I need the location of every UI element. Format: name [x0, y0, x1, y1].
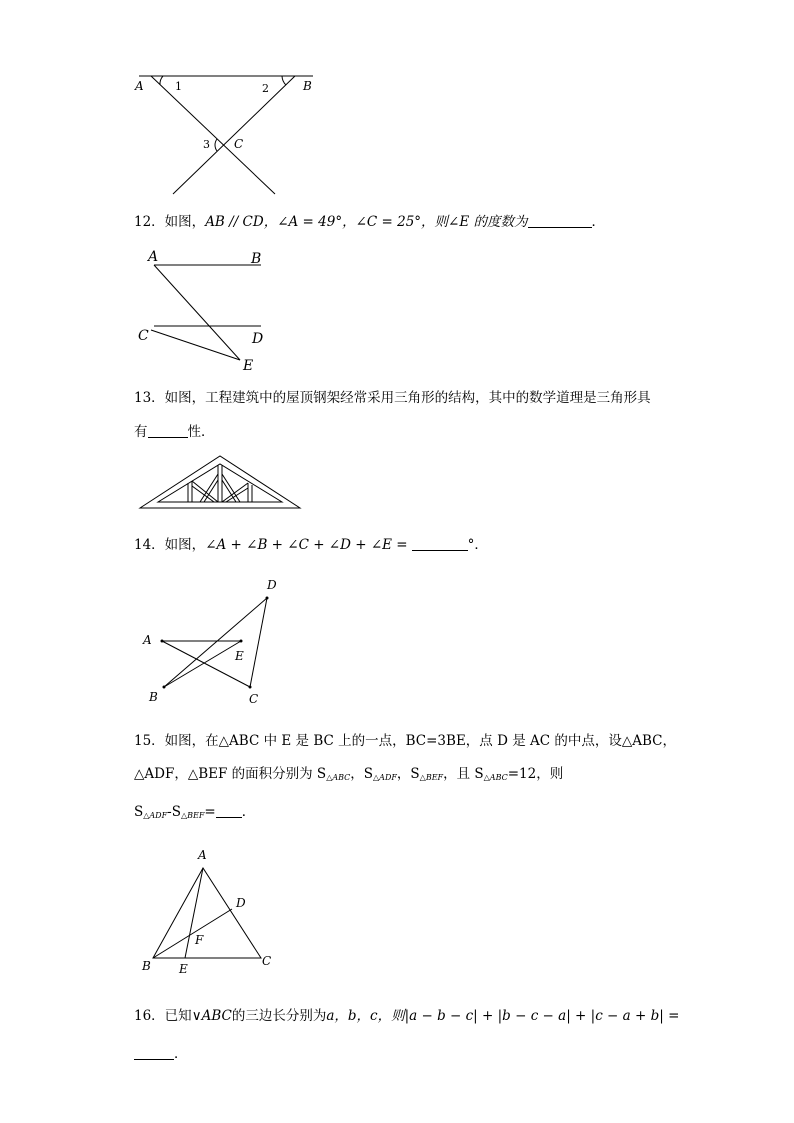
label-F: F: [195, 933, 204, 947]
answer-blank-16[interactable]: [134, 1045, 174, 1060]
figure-triangle-abc: [138, 844, 278, 979]
figure-star-angles: [138, 574, 288, 709]
figure-intersecting-lines: [125, 66, 325, 201]
question-15-line-3: $S_{\triangle ADF}-S_{\triangle BEF}=$ ．: [134, 804, 256, 820]
label-C: C: [262, 954, 272, 968]
label-A: A: [143, 633, 152, 647]
label-D: D: [267, 578, 277, 592]
label-1: 1: [175, 80, 182, 93]
label-B: B: [251, 251, 262, 267]
figure-roof-truss: [134, 452, 306, 514]
answer-blank-14[interactable]: [412, 536, 468, 551]
label-D: D: [236, 896, 246, 910]
label-3: 3: [203, 138, 210, 151]
question-14: 14．如图，∠A + ∠B + ∠C + ∠D + ∠E = °．: [134, 537, 488, 553]
answer-blank-15[interactable]: [216, 803, 242, 818]
question-13-line-2: 有 性．: [134, 424, 215, 440]
label-B: B: [142, 959, 151, 973]
label-2: 2: [262, 82, 269, 95]
answer-blank-12[interactable]: [528, 213, 592, 228]
answer-blank-13[interactable]: [148, 423, 188, 438]
question-16: 16．已知∨ABC的三边长分别为a，b，c，则|a − b − c| + |b − c − a| + |c − a + b| =: [134, 1008, 680, 1024]
label-A: A: [135, 79, 144, 93]
label-B: B: [303, 79, 312, 93]
label-E: E: [179, 962, 188, 976]
label-C: C: [234, 137, 244, 151]
label-C: C: [138, 328, 149, 344]
question-13: 13．如图，工程建筑中的屋顶钢架经常采用三角形的结构，其中的数学道理是三角形具: [134, 390, 651, 406]
label-B: B: [149, 690, 158, 704]
question-16-line-2: ．: [134, 1044, 674, 1064]
question-15-line-2: △ADF，△BEF 的面积分别为 $S_{\triangle ABC}$，$S_{\triangle ADF}$，$S_{\triangle BEF}$，且 $S_{\triangle ABC}=12$，则: [134, 766, 564, 782]
question-15: 15．如图，在△ABC 中 E 是 BC 上的一点，BC=3BE，点 D 是 AC 的中点，设△ABC，: [134, 733, 676, 749]
label-D: D: [252, 331, 264, 347]
label-E: E: [235, 649, 244, 663]
label-C: C: [249, 692, 259, 706]
label-A: A: [198, 848, 207, 862]
question-12: 12．如图，AB // CD，∠A = 49°，∠C = 25°，则∠E 的度数为 ．: [134, 214, 605, 230]
label-A: A: [148, 249, 159, 265]
figure-parallel-lines: [135, 244, 275, 376]
label-E: E: [243, 358, 254, 374]
